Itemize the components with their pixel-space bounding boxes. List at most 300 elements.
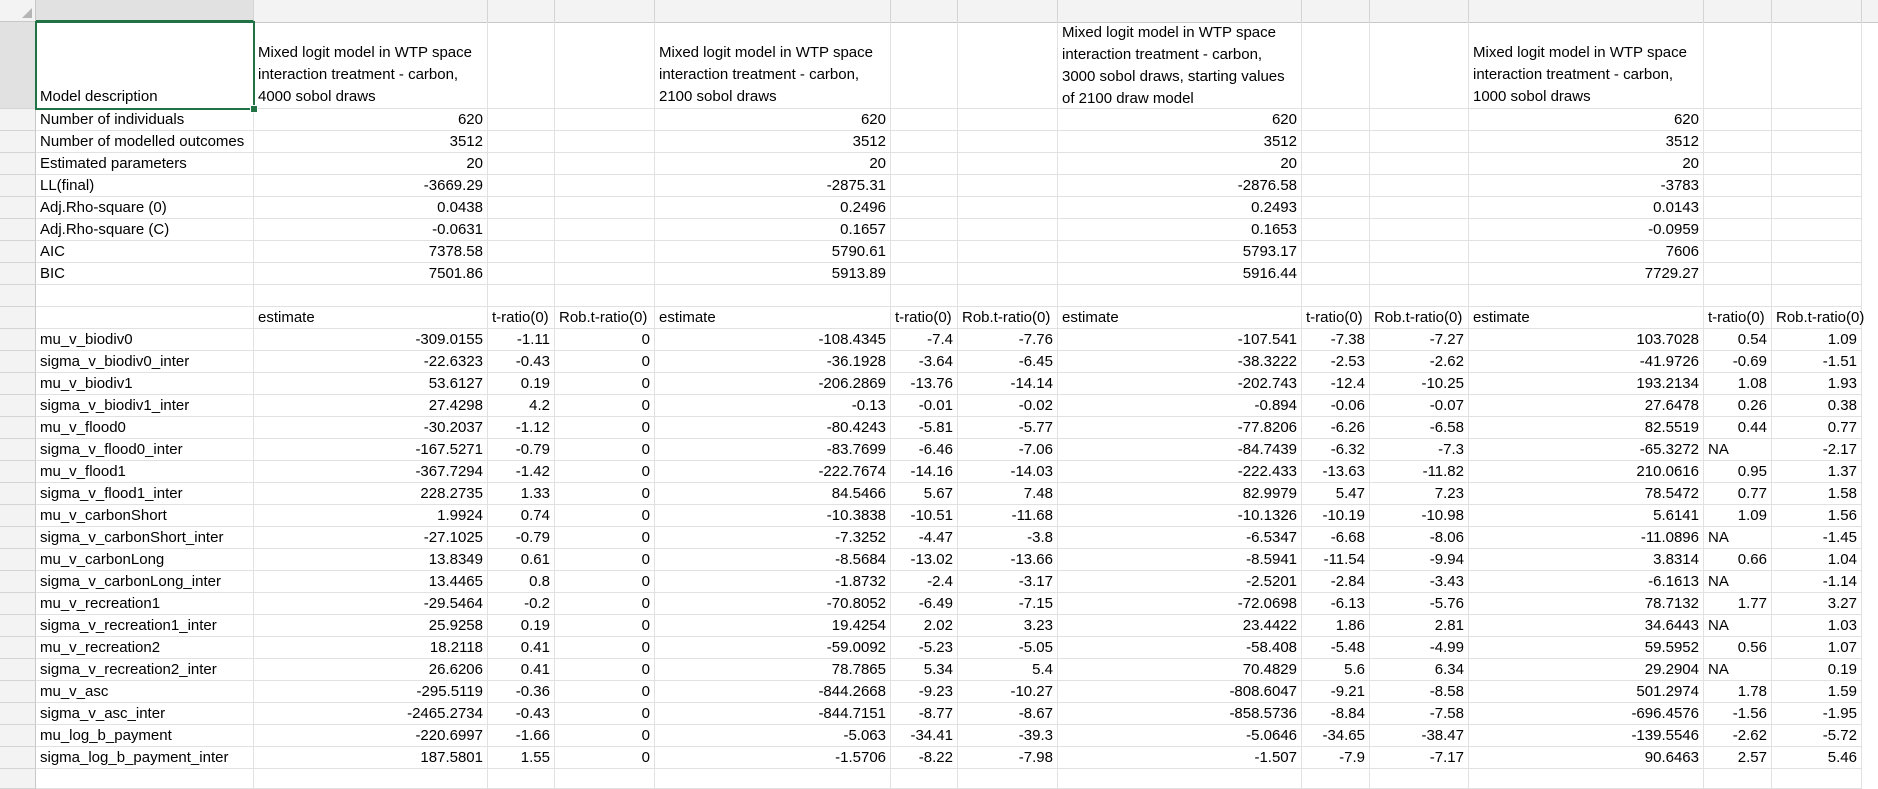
- summary-value[interactable]: 20: [1058, 153, 1302, 175]
- empty-cell[interactable]: [891, 219, 958, 241]
- summary-value[interactable]: 5916.44: [1058, 263, 1302, 285]
- empty-cell[interactable]: [1772, 109, 1862, 131]
- summary-label[interactable]: Number of modelled outcomes: [36, 131, 254, 153]
- summary-value[interactable]: 7729.27: [1469, 263, 1704, 285]
- estimate-value[interactable]: 82.5519: [1469, 417, 1704, 439]
- empty-cell[interactable]: [1704, 219, 1772, 241]
- summary-value[interactable]: -0.0959: [1469, 219, 1704, 241]
- estimate-value[interactable]: NA: [1704, 615, 1772, 637]
- empty-cell[interactable]: [488, 153, 555, 175]
- parameter-name[interactable]: mu_v_biodiv0: [36, 329, 254, 351]
- row-header-26[interactable]: [0, 637, 36, 659]
- empty-cell[interactable]: [891, 22, 958, 109]
- estimate-value[interactable]: -696.4576: [1469, 703, 1704, 725]
- estimate-value[interactable]: -41.9726: [1469, 351, 1704, 373]
- estimate-value[interactable]: 103.7028: [1469, 329, 1704, 351]
- empty-cell[interactable]: [1302, 131, 1370, 153]
- estimates-column-header[interactable]: Rob.t-ratio(0): [1370, 307, 1469, 329]
- empty-cell[interactable]: [1772, 153, 1862, 175]
- estimate-value[interactable]: 18.2118: [254, 637, 488, 659]
- empty-cell[interactable]: [891, 153, 958, 175]
- estimate-value[interactable]: 0: [555, 659, 655, 681]
- estimate-value[interactable]: 210.0616: [1469, 461, 1704, 483]
- estimate-value[interactable]: -8.5684: [655, 549, 891, 571]
- estimate-value[interactable]: -367.7294: [254, 461, 488, 483]
- estimate-value[interactable]: -10.27: [958, 681, 1058, 703]
- estimate-value[interactable]: -11.0896: [1469, 527, 1704, 549]
- estimate-value[interactable]: 0: [555, 461, 655, 483]
- estimate-value[interactable]: -7.27: [1370, 329, 1469, 351]
- empty-cell[interactable]: [1772, 285, 1862, 307]
- empty-cell[interactable]: [555, 769, 655, 789]
- estimate-value[interactable]: 0: [555, 637, 655, 659]
- empty-cell[interactable]: [488, 241, 555, 263]
- summary-value[interactable]: 620: [254, 109, 488, 131]
- parameter-name[interactable]: mu_v_carbonShort: [36, 505, 254, 527]
- empty-cell[interactable]: [958, 131, 1058, 153]
- estimate-value[interactable]: 1.07: [1772, 637, 1862, 659]
- estimate-value[interactable]: -84.7439: [1058, 439, 1302, 461]
- column-header-l[interactable]: [1704, 0, 1772, 22]
- estimate-value[interactable]: 1.59: [1772, 681, 1862, 703]
- column-header-m[interactable]: [1772, 0, 1862, 22]
- parameter-name[interactable]: mu_v_recreation1: [36, 593, 254, 615]
- estimate-value[interactable]: 1.86: [1302, 615, 1370, 637]
- row-header-14[interactable]: [0, 373, 36, 395]
- estimate-value[interactable]: 0.19: [1772, 659, 1862, 681]
- estimate-value[interactable]: -27.1025: [254, 527, 488, 549]
- estimate-value[interactable]: -1.12: [488, 417, 555, 439]
- empty-cell[interactable]: [36, 285, 254, 307]
- estimate-value[interactable]: 0.8: [488, 571, 555, 593]
- row-header-4[interactable]: [0, 153, 36, 175]
- estimate-value[interactable]: -2.4: [891, 571, 958, 593]
- empty-cell[interactable]: [555, 219, 655, 241]
- summary-value[interactable]: 620: [1469, 109, 1704, 131]
- empty-cell[interactable]: [1302, 153, 1370, 175]
- estimate-value[interactable]: -10.98: [1370, 505, 1469, 527]
- summary-value[interactable]: 7606: [1469, 241, 1704, 263]
- estimate-value[interactable]: -3.8: [958, 527, 1058, 549]
- estimate-value[interactable]: -13.66: [958, 549, 1058, 571]
- empty-cell[interactable]: [1704, 175, 1772, 197]
- estimate-value[interactable]: -36.1928: [655, 351, 891, 373]
- estimate-value[interactable]: -83.7699: [655, 439, 891, 461]
- estimate-value[interactable]: 0: [555, 527, 655, 549]
- model-description-b[interactable]: Mixed logit model in WTP space interaction treatment - carbon, 4000 sobol draws: [254, 22, 488, 109]
- estimate-value[interactable]: 1.56: [1772, 505, 1862, 527]
- empty-cell[interactable]: [958, 241, 1058, 263]
- estimate-value[interactable]: -5.063: [655, 725, 891, 747]
- estimate-value[interactable]: -6.32: [1302, 439, 1370, 461]
- estimate-value[interactable]: -8.22: [891, 747, 958, 769]
- estimate-value[interactable]: 0: [555, 505, 655, 527]
- estimates-column-header[interactable]: Rob.t-ratio(0): [1772, 307, 1862, 329]
- estimate-value[interactable]: 7.48: [958, 483, 1058, 505]
- empty-cell[interactable]: [1704, 197, 1772, 219]
- estimate-value[interactable]: 5.47: [1302, 483, 1370, 505]
- estimate-value[interactable]: -72.0698: [1058, 593, 1302, 615]
- estimate-value[interactable]: 3.8314: [1469, 549, 1704, 571]
- estimate-value[interactable]: -2465.2734: [254, 703, 488, 725]
- row-header-29[interactable]: [0, 703, 36, 725]
- estimate-value[interactable]: -0.36: [488, 681, 555, 703]
- estimate-value[interactable]: 0.41: [488, 637, 555, 659]
- summary-label[interactable]: Estimated parameters: [36, 153, 254, 175]
- estimates-column-header[interactable]: Rob.t-ratio(0): [555, 307, 655, 329]
- estimate-value[interactable]: -22.6323: [254, 351, 488, 373]
- row-header-1[interactable]: [0, 22, 36, 109]
- summary-value[interactable]: 7501.86: [254, 263, 488, 285]
- estimate-value[interactable]: 0: [555, 725, 655, 747]
- summary-value[interactable]: 3512: [655, 131, 891, 153]
- estimate-value[interactable]: 0: [555, 483, 655, 505]
- estimate-value[interactable]: 2.02: [891, 615, 958, 637]
- estimate-value[interactable]: -7.3252: [655, 527, 891, 549]
- empty-cell[interactable]: [1370, 285, 1469, 307]
- estimate-value[interactable]: 0.56: [1704, 637, 1772, 659]
- estimate-value[interactable]: 0: [555, 373, 655, 395]
- estimate-value[interactable]: -0.02: [958, 395, 1058, 417]
- empty-cell[interactable]: [254, 769, 488, 789]
- column-header-g[interactable]: [958, 0, 1058, 22]
- estimate-value[interactable]: 0: [555, 615, 655, 637]
- row-header-22[interactable]: [0, 549, 36, 571]
- empty-cell[interactable]: [1772, 175, 1862, 197]
- estimate-value[interactable]: -14.03: [958, 461, 1058, 483]
- estimate-value[interactable]: -6.58: [1370, 417, 1469, 439]
- estimate-value[interactable]: -34.65: [1302, 725, 1370, 747]
- estimate-value[interactable]: -108.4345: [655, 329, 891, 351]
- estimate-value[interactable]: -5.76: [1370, 593, 1469, 615]
- summary-value[interactable]: 0.0438: [254, 197, 488, 219]
- estimate-value[interactable]: 0.74: [488, 505, 555, 527]
- empty-cell[interactable]: [555, 175, 655, 197]
- estimate-value[interactable]: -7.76: [958, 329, 1058, 351]
- estimate-value[interactable]: -7.15: [958, 593, 1058, 615]
- estimate-value[interactable]: 3.27: [1772, 593, 1862, 615]
- empty-cell[interactable]: [1704, 769, 1772, 789]
- row-header-11[interactable]: [0, 307, 36, 329]
- empty-cell[interactable]: [1772, 769, 1862, 789]
- empty-cell[interactable]: [488, 109, 555, 131]
- empty-cell[interactable]: [1302, 769, 1370, 789]
- estimate-value[interactable]: -8.67: [958, 703, 1058, 725]
- estimate-value[interactable]: -295.5119: [254, 681, 488, 703]
- estimate-value[interactable]: -9.21: [1302, 681, 1370, 703]
- estimate-value[interactable]: 70.4829: [1058, 659, 1302, 681]
- row-header-15[interactable]: [0, 395, 36, 417]
- row-header-5[interactable]: [0, 175, 36, 197]
- row-header-18[interactable]: [0, 461, 36, 483]
- estimate-value[interactable]: 0.26: [1704, 395, 1772, 417]
- estimate-value[interactable]: 6.34: [1370, 659, 1469, 681]
- summary-value[interactable]: 0.0143: [1469, 197, 1704, 219]
- estimates-column-header[interactable]: t-ratio(0): [488, 307, 555, 329]
- estimate-value[interactable]: 0: [555, 395, 655, 417]
- empty-cell[interactable]: [1302, 263, 1370, 285]
- estimate-value[interactable]: -4.47: [891, 527, 958, 549]
- row-header-9[interactable]: [0, 263, 36, 285]
- summary-label[interactable]: LL(final): [36, 175, 254, 197]
- estimate-value[interactable]: 78.7865: [655, 659, 891, 681]
- estimate-value[interactable]: -2.84: [1302, 571, 1370, 593]
- summary-label[interactable]: AIC: [36, 241, 254, 263]
- row-header-12[interactable]: [0, 329, 36, 351]
- summary-value[interactable]: -3669.29: [254, 175, 488, 197]
- estimate-value[interactable]: 0.77: [1704, 483, 1772, 505]
- empty-cell[interactable]: [1302, 109, 1370, 131]
- row-header-10[interactable]: [0, 285, 36, 307]
- estimate-value[interactable]: -3.17: [958, 571, 1058, 593]
- parameter-name[interactable]: sigma_v_asc_inter: [36, 703, 254, 725]
- estimate-value[interactable]: -808.6047: [1058, 681, 1302, 703]
- estimate-value[interactable]: -0.79: [488, 527, 555, 549]
- parameter-name[interactable]: mu_v_recreation2: [36, 637, 254, 659]
- estimate-value[interactable]: -5.05: [958, 637, 1058, 659]
- fill-handle[interactable]: [250, 105, 258, 113]
- empty-cell[interactable]: [1704, 241, 1772, 263]
- estimate-value[interactable]: -38.3222: [1058, 351, 1302, 373]
- empty-cell[interactable]: [1370, 241, 1469, 263]
- estimate-value[interactable]: -8.77: [891, 703, 958, 725]
- estimate-value[interactable]: 13.8349: [254, 549, 488, 571]
- summary-value[interactable]: 0.2496: [655, 197, 891, 219]
- row-header-19[interactable]: [0, 483, 36, 505]
- estimate-value[interactable]: 5.6141: [1469, 505, 1704, 527]
- estimate-value[interactable]: -13.02: [891, 549, 958, 571]
- empty-cell[interactable]: [958, 219, 1058, 241]
- empty-cell[interactable]: [36, 769, 254, 789]
- empty-cell[interactable]: [891, 769, 958, 789]
- estimate-value[interactable]: 5.6: [1302, 659, 1370, 681]
- estimate-value[interactable]: -7.06: [958, 439, 1058, 461]
- estimate-value[interactable]: 1.04: [1772, 549, 1862, 571]
- empty-cell[interactable]: [1704, 263, 1772, 285]
- estimate-value[interactable]: -1.42: [488, 461, 555, 483]
- estimate-value[interactable]: 0: [555, 703, 655, 725]
- estimate-value[interactable]: -39.3: [958, 725, 1058, 747]
- estimate-value[interactable]: -6.46: [891, 439, 958, 461]
- estimate-value[interactable]: 1.77: [1704, 593, 1772, 615]
- row-header-7[interactable]: [0, 219, 36, 241]
- estimate-value[interactable]: -3.43: [1370, 571, 1469, 593]
- estimate-value[interactable]: -1.507: [1058, 747, 1302, 769]
- estimate-value[interactable]: -7.3: [1370, 439, 1469, 461]
- row-header-17[interactable]: [0, 439, 36, 461]
- estimate-value[interactable]: 0: [555, 417, 655, 439]
- empty-cell[interactable]: [891, 175, 958, 197]
- estimate-value[interactable]: 0: [555, 747, 655, 769]
- column-header-d[interactable]: [555, 0, 655, 22]
- summary-value[interactable]: 3512: [1058, 131, 1302, 153]
- model-description-label[interactable]: Model description: [36, 22, 254, 109]
- estimate-value[interactable]: 26.6206: [254, 659, 488, 681]
- empty-cell[interactable]: [1058, 285, 1302, 307]
- summary-value[interactable]: 620: [1058, 109, 1302, 131]
- estimate-value[interactable]: -220.6997: [254, 725, 488, 747]
- estimate-value[interactable]: -11.68: [958, 505, 1058, 527]
- row-header-31[interactable]: [0, 747, 36, 769]
- estimate-value[interactable]: -107.541: [1058, 329, 1302, 351]
- select-all-corner[interactable]: [0, 0, 36, 22]
- empty-cell[interactable]: [254, 285, 488, 307]
- estimate-value[interactable]: -13.63: [1302, 461, 1370, 483]
- empty-cell[interactable]: [1302, 22, 1370, 109]
- empty-cell[interactable]: [1772, 219, 1862, 241]
- empty-cell[interactable]: [555, 285, 655, 307]
- empty-cell[interactable]: [1370, 175, 1469, 197]
- estimate-value[interactable]: NA: [1704, 659, 1772, 681]
- estimate-value[interactable]: 193.2134: [1469, 373, 1704, 395]
- row-header-16[interactable]: [0, 417, 36, 439]
- estimate-value[interactable]: -77.8206: [1058, 417, 1302, 439]
- column-header-i[interactable]: [1302, 0, 1370, 22]
- empty-cell[interactable]: [1370, 197, 1469, 219]
- estimate-value[interactable]: -2.53: [1302, 351, 1370, 373]
- empty-cell[interactable]: [1370, 153, 1469, 175]
- empty-cell[interactable]: [555, 241, 655, 263]
- estimate-value[interactable]: 0: [555, 351, 655, 373]
- estimate-value[interactable]: 1.08: [1704, 373, 1772, 395]
- estimate-value[interactable]: 187.5801: [254, 747, 488, 769]
- estimate-value[interactable]: 4.2: [488, 395, 555, 417]
- estimate-value[interactable]: 0: [555, 549, 655, 571]
- estimate-value[interactable]: 228.2735: [254, 483, 488, 505]
- empty-cell[interactable]: [488, 197, 555, 219]
- estimate-value[interactable]: -167.5271: [254, 439, 488, 461]
- summary-value[interactable]: 0.2493: [1058, 197, 1302, 219]
- empty-cell[interactable]: [1370, 769, 1469, 789]
- estimate-value[interactable]: -2.62: [1370, 351, 1469, 373]
- estimate-value[interactable]: -4.99: [1370, 637, 1469, 659]
- estimate-value[interactable]: -80.4243: [655, 417, 891, 439]
- empty-cell[interactable]: [958, 175, 1058, 197]
- summary-value[interactable]: 20: [254, 153, 488, 175]
- estimate-value[interactable]: -8.58: [1370, 681, 1469, 703]
- estimate-value[interactable]: -29.5464: [254, 593, 488, 615]
- estimate-value[interactable]: -14.16: [891, 461, 958, 483]
- estimate-value[interactable]: 84.5466: [655, 483, 891, 505]
- estimate-value[interactable]: -14.14: [958, 373, 1058, 395]
- estimate-value[interactable]: -11.82: [1370, 461, 1469, 483]
- empty-cell[interactable]: [488, 769, 555, 789]
- empty-cell[interactable]: [891, 131, 958, 153]
- estimate-value[interactable]: -0.06: [1302, 395, 1370, 417]
- estimate-value[interactable]: -858.5736: [1058, 703, 1302, 725]
- estimate-value[interactable]: 82.9979: [1058, 483, 1302, 505]
- estimate-value[interactable]: -7.4: [891, 329, 958, 351]
- estimate-value[interactable]: -139.5546: [1469, 725, 1704, 747]
- estimate-value[interactable]: -5.77: [958, 417, 1058, 439]
- estimate-value[interactable]: -844.2668: [655, 681, 891, 703]
- estimates-column-header[interactable]: Rob.t-ratio(0): [958, 307, 1058, 329]
- estimate-value[interactable]: 34.6443: [1469, 615, 1704, 637]
- summary-label[interactable]: Adj.Rho-square (C): [36, 219, 254, 241]
- estimate-value[interactable]: -844.7151: [655, 703, 891, 725]
- estimate-value[interactable]: -309.0155: [254, 329, 488, 351]
- estimate-value[interactable]: -0.01: [891, 395, 958, 417]
- summary-value[interactable]: 620: [655, 109, 891, 131]
- summary-value[interactable]: -2876.58: [1058, 175, 1302, 197]
- summary-value[interactable]: -2875.31: [655, 175, 891, 197]
- empty-cell[interactable]: [958, 153, 1058, 175]
- estimate-value[interactable]: 0.54: [1704, 329, 1772, 351]
- parameter-name[interactable]: sigma_v_biodiv0_inter: [36, 351, 254, 373]
- estimate-value[interactable]: -70.8052: [655, 593, 891, 615]
- estimate-value[interactable]: 0: [555, 439, 655, 461]
- parameter-name[interactable]: sigma_v_carbonShort_inter: [36, 527, 254, 549]
- estimate-value[interactable]: -10.19: [1302, 505, 1370, 527]
- estimate-value[interactable]: -1.11: [488, 329, 555, 351]
- row-header-27[interactable]: [0, 659, 36, 681]
- estimate-value[interactable]: -0.69: [1704, 351, 1772, 373]
- estimate-value[interactable]: 0.41: [488, 659, 555, 681]
- estimate-value[interactable]: -6.45: [958, 351, 1058, 373]
- estimates-column-header[interactable]: t-ratio(0): [891, 307, 958, 329]
- estimate-value[interactable]: 1.93: [1772, 373, 1862, 395]
- estimate-value[interactable]: 90.6463: [1469, 747, 1704, 769]
- row-header-3[interactable]: [0, 131, 36, 153]
- estimate-value[interactable]: 5.46: [1772, 747, 1862, 769]
- estimate-value[interactable]: 0: [555, 329, 655, 351]
- estimate-value[interactable]: -222.433: [1058, 461, 1302, 483]
- row-header-25[interactable]: [0, 615, 36, 637]
- summary-value[interactable]: 5790.61: [655, 241, 891, 263]
- estimate-value[interactable]: -1.56: [1704, 703, 1772, 725]
- empty-cell[interactable]: [1772, 131, 1862, 153]
- empty-cell[interactable]: [488, 263, 555, 285]
- summary-value[interactable]: -0.0631: [254, 219, 488, 241]
- empty-cell[interactable]: [1469, 285, 1704, 307]
- estimate-value[interactable]: 0: [555, 681, 655, 703]
- summary-value[interactable]: 20: [655, 153, 891, 175]
- estimate-value[interactable]: NA: [1704, 439, 1772, 461]
- empty-cell[interactable]: [1370, 263, 1469, 285]
- empty-cell[interactable]: [1302, 219, 1370, 241]
- row-header-13[interactable]: [0, 351, 36, 373]
- summary-value[interactable]: 3512: [1469, 131, 1704, 153]
- empty-cell[interactable]: [488, 22, 555, 109]
- estimate-value[interactable]: 19.4254: [655, 615, 891, 637]
- estimate-value[interactable]: -7.38: [1302, 329, 1370, 351]
- empty-cell[interactable]: [555, 153, 655, 175]
- estimate-value[interactable]: -7.17: [1370, 747, 1469, 769]
- estimate-value[interactable]: 3.23: [958, 615, 1058, 637]
- estimate-value[interactable]: -10.1326: [1058, 505, 1302, 527]
- estimate-value[interactable]: 78.5472: [1469, 483, 1704, 505]
- estimate-value[interactable]: -0.43: [488, 351, 555, 373]
- estimate-value[interactable]: 2.81: [1370, 615, 1469, 637]
- empty-cell[interactable]: [655, 285, 891, 307]
- estimate-value[interactable]: -59.0092: [655, 637, 891, 659]
- estimates-column-header[interactable]: estimate: [655, 307, 891, 329]
- estimate-value[interactable]: -0.894: [1058, 395, 1302, 417]
- estimate-value[interactable]: -12.4: [1302, 373, 1370, 395]
- estimate-value[interactable]: 1.9924: [254, 505, 488, 527]
- summary-value[interactable]: 5793.17: [1058, 241, 1302, 263]
- estimate-value[interactable]: 27.4298: [254, 395, 488, 417]
- estimate-value[interactable]: 78.7132: [1469, 593, 1704, 615]
- estimate-value[interactable]: 1.58: [1772, 483, 1862, 505]
- empty-cell[interactable]: [1772, 263, 1862, 285]
- estimate-value[interactable]: -10.25: [1370, 373, 1469, 395]
- empty-cell[interactable]: [488, 219, 555, 241]
- estimate-value[interactable]: -8.06: [1370, 527, 1469, 549]
- row-header-23[interactable]: [0, 571, 36, 593]
- parameter-name[interactable]: mu_log_b_payment: [36, 725, 254, 747]
- estimate-value[interactable]: -202.743: [1058, 373, 1302, 395]
